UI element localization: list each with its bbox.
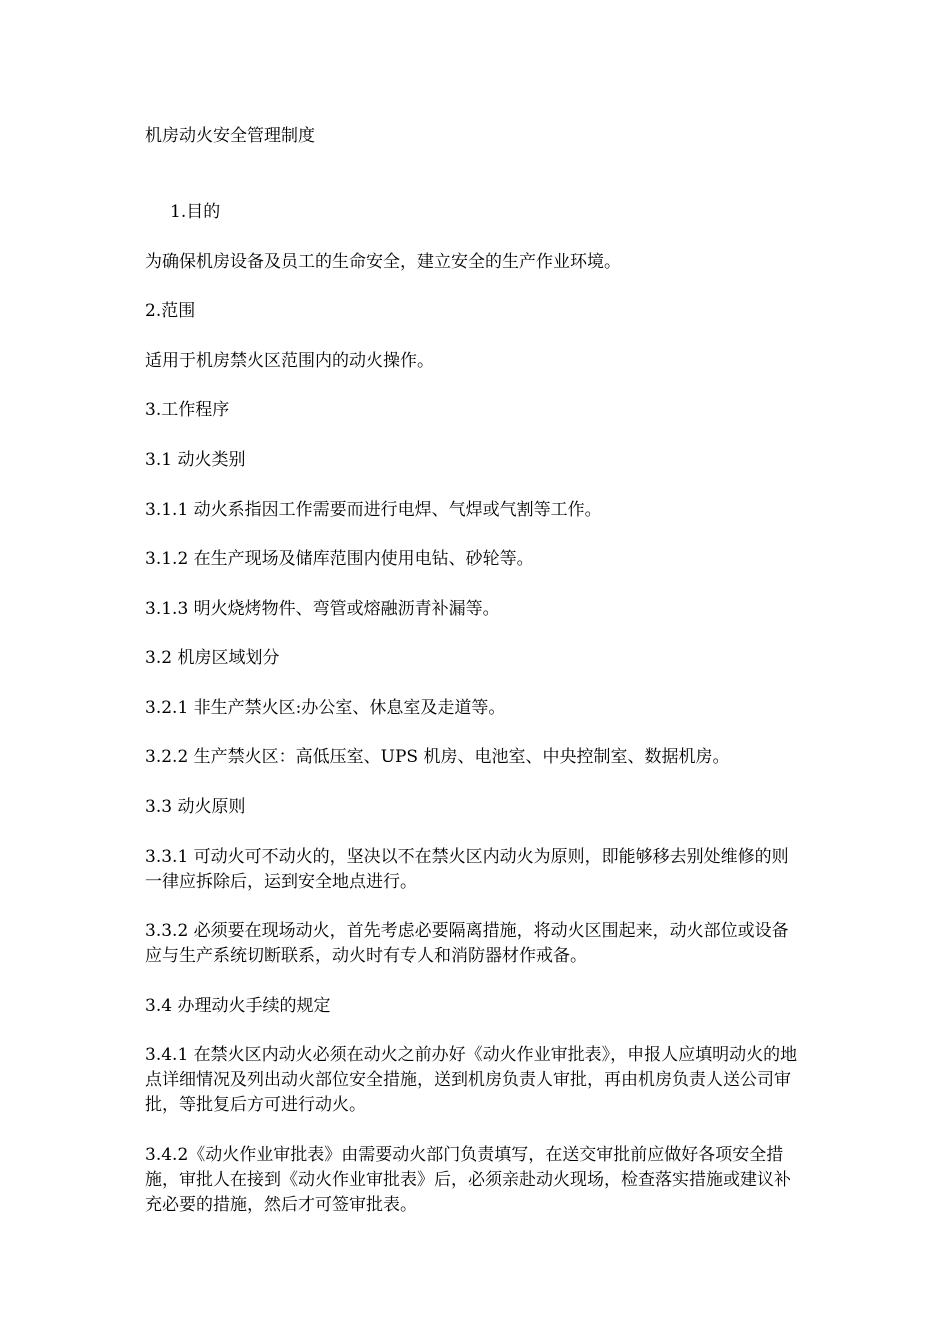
subsection-heading: 3.1 动火类别: [145, 450, 246, 470]
section-heading-purpose: 1.目的: [170, 202, 221, 222]
paragraph: 3.1.1 动火系指因工作需要而进行电焊、气焊或气割等工作。: [145, 500, 602, 520]
paragraph: 3.2.1 非生产禁火区:办公室、休息室及走道等。: [145, 698, 506, 718]
paragraph: 3.1.2 在生产现场及储库范围内使用电钻、砂轮等。: [145, 549, 534, 569]
subsection-heading: 3.3 动火原则: [145, 797, 246, 817]
document-title: 机房动火安全管理制度: [145, 126, 315, 146]
paragraph: 3.3.2 必须要在现场动火，首先考虑必要隔离措施，将动火区围起来，动火部位或设备应与生产系统切断联系，动火时有专人和消防器材作戒备。: [145, 921, 789, 966]
paragraph: 3.2.2 生产禁火区：高低压室、UPS 机房、电池室、中央控制室、数据机房。: [145, 747, 730, 767]
section-heading-scope: 2.范围: [145, 301, 196, 321]
paragraph: 3.1.3 明火烧烤物件、弯管或熔融沥青补漏等。: [145, 599, 500, 619]
section-heading-procedure: 3.工作程序: [145, 400, 230, 420]
paragraph: 3.4.2《动火作业审批表》由需要动火部门负责填写，在送交审批前应做好各项安全措施，审批人在接到《动火作业审批表》后，必须亲赴动火现场，检查落实措施或建议补充必要的措施，然后才可签审批表。: [145, 1145, 791, 1215]
paragraph: 适用于机房禁火区范围内的动火操作。: [145, 351, 434, 371]
subsection-heading: 3.4 办理动火手续的规定: [145, 996, 331, 1016]
paragraph: 3.4.1 在禁火区内动火必须在动火之前办好《动火作业审批表》，申报人应填明动火的地点详细情况及列出动火部位安全措施，送到机房负责人审批，再由机房负责人送公司审批，等批复后方可进行动火。: [145, 1045, 798, 1115]
paragraph: 为确保机房设备及员工的生命安全，建立安全的生产作业环境。: [145, 252, 621, 272]
paragraph: 3.3.1 可动火可不动火的，坚决以不在禁火区内动火为原则，即能够移去别处维修的则一律应拆除后，运到安全地点进行。: [145, 847, 789, 892]
subsection-heading: 3.2 机房区域划分: [145, 648, 280, 668]
